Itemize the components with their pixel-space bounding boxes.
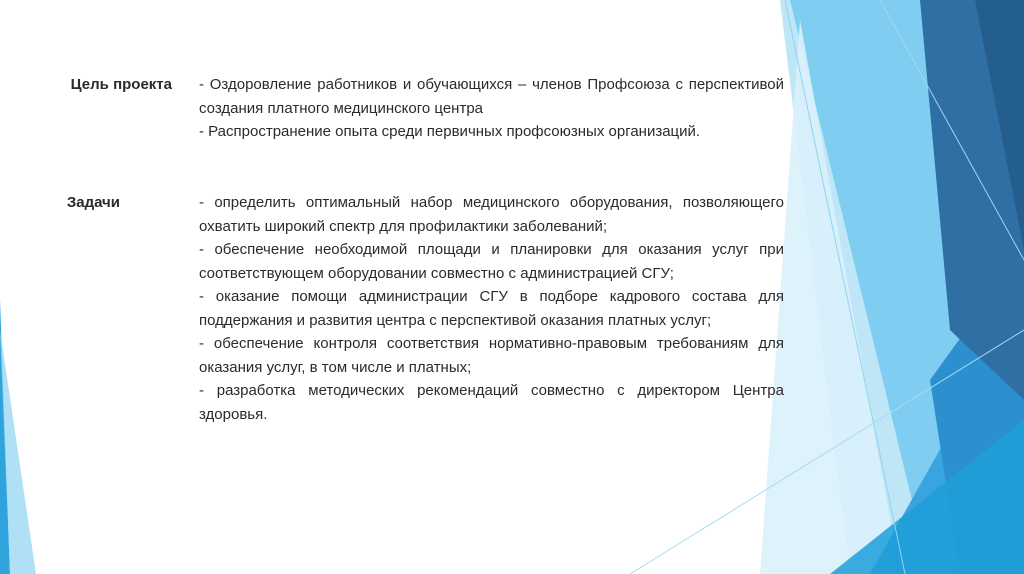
task-item: - определить оптимальный набор медицинского оборудования, позволяющего охватить широкий спектр для профилактики заболеваний; xyxy=(199,194,784,235)
goal-text xyxy=(199,73,784,144)
goal-label: Цель проекта xyxy=(70,76,172,93)
tasks-label: Задачи xyxy=(66,194,120,211)
task-item: - обеспечение контроля соответствия нормативно-правовым требованиям для оказания услуг, в том числе и платных; xyxy=(199,335,784,376)
tasks-text xyxy=(199,191,784,426)
task-item: - оказание помощи администрации СГУ в подборе кадрового состава для поддержания и развития центра с перспективой оказания платных услуг; xyxy=(199,288,784,329)
task-item: - обеспечение необходимой площади и планировки для оказания услуг при соответствующем оборудовании совместно с администрацией СГУ; xyxy=(199,241,784,282)
goal-item: - Оздоровление работников и обучающихся – членов Профсоюза с перспективой создания платного медицинского центра xyxy=(199,76,784,117)
task-item: - разработка методических рекомендаций совместно с директором Центра здоровья. xyxy=(199,382,784,423)
goal-item: - Распространение опыта среди первичных профсоюзных организаций. xyxy=(199,123,701,140)
